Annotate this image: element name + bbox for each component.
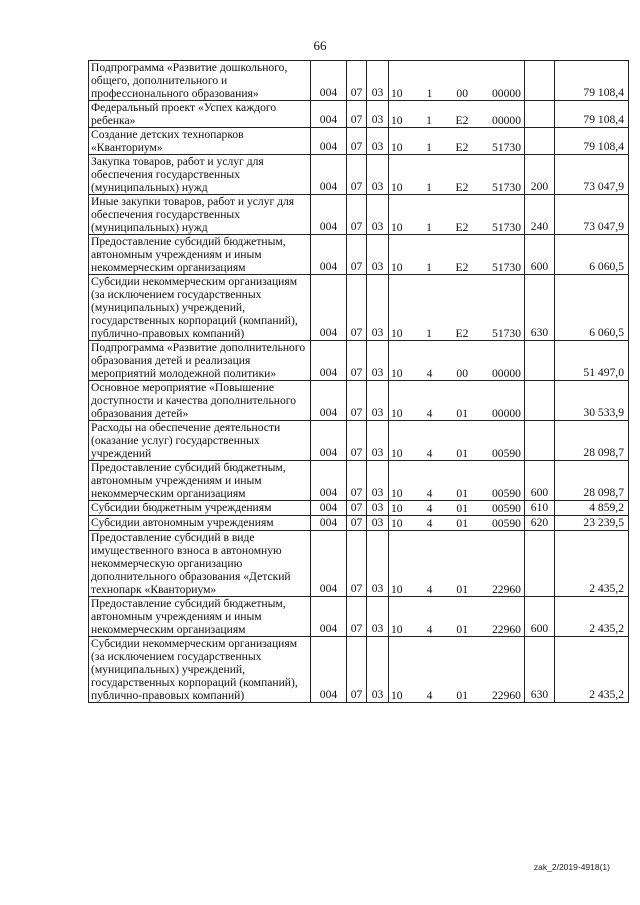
- table-row: [89, 637, 629, 703]
- target-article-part: 00000: [492, 114, 521, 127]
- cell-subsection-code: 03: [367, 275, 389, 341]
- cell-target-article: [389, 421, 525, 461]
- row-name: Субсидии бюджетным учреждениям: [89, 501, 311, 516]
- cell-ministry-code: 004: [311, 597, 347, 637]
- cell-section-code: 07: [347, 637, 367, 703]
- target-article-part: 01: [456, 623, 468, 636]
- target-article-part: 00590: [491, 502, 521, 515]
- cell-expense-type: 620: [525, 516, 555, 531]
- target-article-part: 4: [426, 583, 433, 596]
- cell-subsection-code: 03: [367, 461, 389, 501]
- row-name: Предоставление субсидий бюджетным, автономным учреждениям и иным некоммерческим организациям: [89, 461, 311, 501]
- cell-expense-type: 600: [525, 597, 555, 637]
- cell-amount: 73 047,9: [555, 155, 629, 195]
- target-article-part: 1: [426, 141, 432, 154]
- cell-target-article: [389, 101, 525, 128]
- table-row: [89, 531, 629, 597]
- cell-subsection-code: 03: [367, 235, 389, 275]
- cell-amount: 51 497,0: [555, 341, 629, 381]
- cell-target-article: [389, 461, 525, 501]
- cell-section-code: 07: [347, 195, 367, 235]
- target-article-part: 22960: [491, 623, 521, 636]
- target-article-part: 10: [391, 261, 403, 274]
- target-article-part: E2: [455, 261, 469, 274]
- target-article-part: 00000: [491, 367, 521, 380]
- target-article-code: [389, 327, 524, 340]
- cell-amount: 6 060,5: [555, 235, 629, 275]
- row-name: Подпрограмма «Развитие дополнительного образования детей и реализация мероприятий молодежной политики»: [89, 341, 311, 381]
- target-article-part: 10: [391, 181, 403, 194]
- cell-ministry-code: 004: [311, 195, 347, 235]
- target-article-part: 4: [426, 407, 433, 420]
- cell-subsection-code: 03: [367, 597, 389, 637]
- target-article-code: [389, 87, 524, 100]
- target-article-part: 51730: [492, 261, 521, 274]
- cell-ministry-code: 004: [311, 235, 347, 275]
- target-article-part: 10: [391, 517, 403, 530]
- cell-expense-type: 200: [525, 155, 555, 195]
- cell-amount: 79 108,4: [555, 101, 629, 128]
- cell-ministry-code: 004: [311, 101, 347, 128]
- target-article-part: 00000: [491, 87, 521, 100]
- target-article-part: 01: [456, 517, 468, 530]
- table-row: [89, 101, 629, 128]
- cell-section-code: 07: [347, 128, 367, 155]
- target-article-part: E2: [455, 181, 469, 194]
- target-article-part: 1: [426, 261, 432, 274]
- target-article-part: 22960: [491, 689, 521, 702]
- cell-amount: 2 435,2: [555, 637, 629, 703]
- cell-section-code: 07: [347, 421, 367, 461]
- row-name: Основное мероприятие «Повышение доступности и качества дополнительного образования детей»: [89, 381, 311, 421]
- cell-amount: 79 108,4: [555, 61, 629, 101]
- cell-subsection-code: 03: [367, 516, 389, 531]
- target-article-part: 01: [456, 407, 468, 420]
- target-article-part: 1: [426, 114, 432, 127]
- cell-target-article: [389, 275, 525, 341]
- cell-amount: 6 060,5: [555, 275, 629, 341]
- target-article-part: 1: [426, 327, 432, 340]
- target-article-part: 10: [391, 502, 403, 515]
- cell-ministry-code: 004: [311, 128, 347, 155]
- cell-subsection-code: 03: [367, 195, 389, 235]
- cell-target-article: [389, 501, 525, 516]
- cell-expense-type: [525, 61, 555, 101]
- cell-section-code: 07: [347, 501, 367, 516]
- target-article-part: 1: [426, 181, 432, 194]
- target-article-code: [389, 407, 524, 420]
- target-article-part: E2: [455, 114, 469, 127]
- cell-subsection-code: 03: [367, 128, 389, 155]
- cell-target-article: [389, 531, 525, 597]
- target-article-code: [389, 689, 524, 702]
- target-article-part: E2: [455, 141, 469, 154]
- cell-target-article: [389, 61, 525, 101]
- cell-amount: 30 533,9: [555, 381, 629, 421]
- target-article-part: 01: [456, 583, 468, 596]
- table-row: [89, 461, 629, 501]
- target-article-code: [389, 517, 524, 530]
- target-article-code: [389, 261, 524, 274]
- row-name: Субсидии некоммерческим организациям (за исключением государственных (муниципальных) учреждений, государственных корпораций (компаний), публично-правовых компаний): [89, 275, 311, 341]
- target-article-part: 4: [426, 623, 433, 636]
- cell-ministry-code: 004: [311, 516, 347, 531]
- table-row: [89, 516, 629, 531]
- cell-expense-type: [525, 421, 555, 461]
- cell-expense-type: 630: [525, 637, 555, 703]
- target-article-part: 10: [391, 487, 403, 500]
- cell-section-code: 07: [347, 341, 367, 381]
- cell-expense-type: 600: [525, 235, 555, 275]
- cell-ministry-code: 004: [311, 275, 347, 341]
- target-article-part: E2: [455, 327, 469, 340]
- target-article-part: 01: [456, 502, 468, 515]
- cell-amount: 79 108,4: [555, 128, 629, 155]
- target-article-part: 01: [456, 447, 468, 460]
- target-article-code: [389, 114, 524, 127]
- target-article-part: 4: [426, 517, 433, 530]
- target-article-part: 01: [456, 689, 468, 702]
- target-article-part: 10: [391, 87, 403, 100]
- cell-amount: 28 098,7: [555, 461, 629, 501]
- target-article-part: 10: [391, 583, 403, 596]
- table-row: [89, 195, 629, 235]
- cell-ministry-code: 004: [311, 341, 347, 381]
- cell-expense-type: [525, 381, 555, 421]
- target-article-part: 51730: [492, 141, 521, 154]
- cell-expense-type: [525, 101, 555, 128]
- cell-section-code: 07: [347, 275, 367, 341]
- target-article-part: E2: [455, 221, 469, 234]
- target-article-code: [389, 502, 524, 515]
- target-article-part: 4: [426, 367, 433, 380]
- cell-section-code: 07: [347, 531, 367, 597]
- cell-expense-type: 610: [525, 501, 555, 516]
- cell-section-code: 07: [347, 461, 367, 501]
- cell-amount: 2 435,2: [555, 531, 629, 597]
- target-article-part: 51730: [492, 181, 521, 194]
- cell-ministry-code: 004: [311, 461, 347, 501]
- cell-section-code: 07: [347, 235, 367, 275]
- cell-expense-type: 630: [525, 275, 555, 341]
- cell-expense-type: [525, 128, 555, 155]
- target-article-part: 10: [391, 447, 403, 460]
- target-article-part: 1: [426, 221, 432, 234]
- table-row: [89, 597, 629, 637]
- target-article-code: [389, 141, 524, 154]
- row-name: Федеральный проект «Успех каждого ребенка»: [89, 101, 311, 128]
- target-article-part: 51730: [492, 327, 521, 340]
- target-article-part: 00000: [491, 407, 521, 420]
- cell-target-article: [389, 195, 525, 235]
- target-article-part: 01: [456, 487, 468, 500]
- cell-subsection-code: 03: [367, 637, 389, 703]
- target-article-part: 10: [391, 221, 403, 234]
- row-name: Предоставление субсидий бюджетным, автономным учреждениям и иным некоммерческим организациям: [89, 597, 311, 637]
- target-article-part: 10: [391, 623, 403, 636]
- cell-target-article: [389, 155, 525, 195]
- target-article-part: 10: [391, 327, 403, 340]
- target-article-code: [389, 221, 524, 234]
- row-name: Закупка товаров, работ и услуг для обеспечения государственных (муниципальных) нужд: [89, 155, 311, 195]
- row-name: Иные закупки товаров, работ и услуг для обеспечения государственных (муниципальных) нужд: [89, 195, 311, 235]
- cell-subsection-code: 03: [367, 101, 389, 128]
- target-article-part: 00: [456, 367, 468, 380]
- cell-target-article: [389, 637, 525, 703]
- cell-expense-type: [525, 531, 555, 597]
- target-article-part: 4: [426, 447, 433, 460]
- target-article-part: 10: [391, 367, 403, 380]
- cell-subsection-code: 03: [367, 531, 389, 597]
- cell-ministry-code: 004: [311, 501, 347, 516]
- cell-amount: 4 859,2: [555, 501, 629, 516]
- target-article-part: 10: [391, 114, 403, 127]
- cell-target-article: [389, 235, 525, 275]
- cell-section-code: 07: [347, 61, 367, 101]
- row-name: Расходы на обеспечение деятельности (оказание услуг) государственных учреждений: [89, 421, 311, 461]
- cell-subsection-code: 03: [367, 421, 389, 461]
- row-name: Субсидии некоммерческим организациям (за исключением государственных (муниципальных) учреждений, государственных корпораций (компаний), публично-правовых компаний): [89, 637, 311, 703]
- target-article-part: 4: [426, 689, 433, 702]
- cell-target-article: [389, 381, 525, 421]
- cell-section-code: 07: [347, 597, 367, 637]
- target-article-code: [389, 583, 524, 596]
- cell-subsection-code: 03: [367, 381, 389, 421]
- cell-subsection-code: 03: [367, 61, 389, 101]
- cell-amount: 73 047,9: [555, 195, 629, 235]
- target-article-part: 1: [426, 87, 433, 100]
- target-article-part: 10: [391, 407, 403, 420]
- cell-expense-type: 600: [525, 461, 555, 501]
- cell-ministry-code: 004: [311, 61, 347, 101]
- table-body: [89, 61, 629, 703]
- target-article-part: 22960: [491, 583, 521, 596]
- row-name: Субсидии автономным учреждениям: [89, 516, 311, 531]
- target-article-code: [389, 623, 524, 636]
- target-article-part: 4: [426, 487, 433, 500]
- target-article-part: 00590: [491, 447, 521, 460]
- table-row: [89, 128, 629, 155]
- cell-section-code: 07: [347, 516, 367, 531]
- cell-amount: 28 098,7: [555, 421, 629, 461]
- cell-section-code: 07: [347, 155, 367, 195]
- table-row: [89, 155, 629, 195]
- cell-subsection-code: 03: [367, 501, 389, 516]
- row-name: Создание детских технопарков «Кванториум»: [89, 128, 311, 155]
- target-article-part: 4: [426, 502, 433, 515]
- target-article-code: [389, 367, 524, 380]
- target-article-code: [389, 181, 524, 194]
- target-article-part: 00590: [491, 517, 521, 530]
- cell-target-article: [389, 597, 525, 637]
- cell-expense-type: 240: [525, 195, 555, 235]
- cell-target-article: [389, 516, 525, 531]
- target-article-part: 10: [391, 141, 403, 154]
- target-article-code: [389, 487, 524, 500]
- table-row: [89, 275, 629, 341]
- document-code: zak_2/2019-4918(1): [533, 862, 610, 872]
- table-row: [89, 501, 629, 516]
- page-number: 66: [313, 38, 327, 53]
- cell-ministry-code: 004: [311, 381, 347, 421]
- target-article-part: 00: [456, 87, 468, 100]
- cell-ministry-code: 004: [311, 637, 347, 703]
- target-article-part: 51730: [492, 221, 521, 234]
- target-article-code: [389, 447, 524, 460]
- table-row: [89, 235, 629, 275]
- cell-ministry-code: 004: [311, 531, 347, 597]
- cell-amount: 2 435,2: [555, 597, 629, 637]
- row-name: Предоставление субсидий в виде имущественного взноса в автономную некоммерческую организацию дополнительного образования «Детский технопарк «Кванториум»: [89, 531, 311, 597]
- cell-ministry-code: 004: [311, 421, 347, 461]
- table-row: [89, 341, 629, 381]
- cell-subsection-code: 03: [367, 155, 389, 195]
- cell-target-article: [389, 341, 525, 381]
- cell-amount: 23 239,5: [555, 516, 629, 531]
- budget-table: [88, 60, 629, 703]
- target-article-part: 10: [391, 689, 403, 702]
- cell-expense-type: [525, 341, 555, 381]
- cell-target-article: [389, 128, 525, 155]
- cell-ministry-code: 004: [311, 155, 347, 195]
- table-row: [89, 61, 629, 101]
- cell-section-code: 07: [347, 101, 367, 128]
- cell-subsection-code: 03: [367, 341, 389, 381]
- target-article-part: 00590: [491, 487, 521, 500]
- row-name: Подпрограмма «Развитие дошкольного, общего, дополнительного и профессионального образования»: [89, 61, 311, 101]
- table-row: [89, 381, 629, 421]
- row-name: Предоставление субсидий бюджетным, автономным учреждениям и иным некоммерческим организациям: [89, 235, 311, 275]
- table-row: [89, 421, 629, 461]
- cell-section-code: 07: [347, 381, 367, 421]
